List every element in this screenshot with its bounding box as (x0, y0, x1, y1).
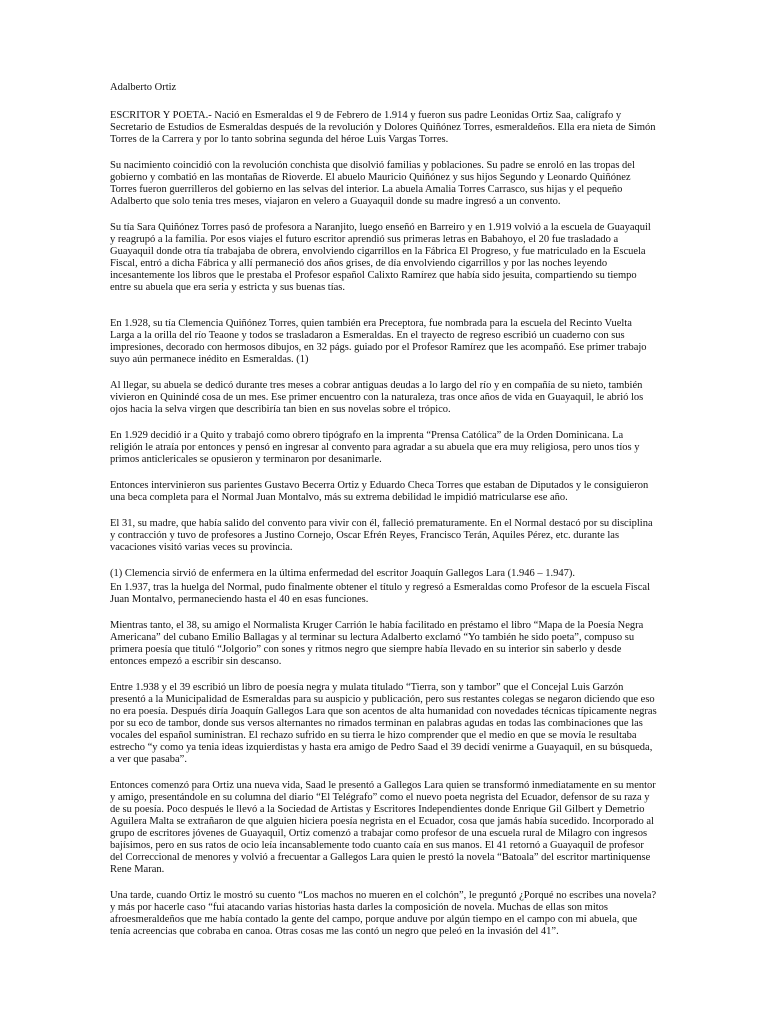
paragraph-birth: ESCRITOR Y POETA.- Nació en Esmeraldas el 9 de Febrero de 1.914 y fueron sus padre Leonidas Ortiz Saa, calígrafo y Secretario de Estudios de Esmeraldas después de la revolución y Dolores Quiñónez Torres, esmeraldeños. Ella era nieta de Simón Torres de la Carrera y por lo tanto sobrina segunda del héroe Luis Vargas Torres. (110, 110, 656, 145)
paragraph-1931: El 31, su madre, que había salido del convento para vivir con él, falleció prematuramente. En el Normal destacó por su disciplina y contracción y tuvo de profesores a Justino Cornejo, Oscar Efrén Reyes, Francisco Terán, Aquiles Pérez, etc. durante las vacaciones visitó varias veces su provincia. (110, 518, 653, 553)
paragraph-1938-poetry: Mientras tanto, el 38, su amigo el Normalista Kruger Carrión le había facilitado en préstamo el libro “Mapa de la Poesía Negra Americana” del cubano Emilio Ballagas y al terminar su lectura Adalberto exclamó “Yo también he sido poeta”, compuso su primera poesía que tituló “Jolgorio” con sones y ritmos negro que siempre había llevado en su interior sin saberlo y desde entonces empezó a escribir sin descanso. (110, 620, 644, 667)
document-page (110, 82, 658, 952)
paragraph-aunt-sara: Su tía Sara Quiñónez Torres pasó de profesora a Naranjito, luego enseñó en Barreiro y en 1.919 volvió a la escuela de Guayaquil y reagrupó a la familia. Por esos viajes el futuro escritor aprendió sus primeras letras en Babahoyo, el 20 fue trasladado a Guayaquil donde otra tía trabajaba de obrera, envolviendo cigarrillos en la Fábrica El Progreso, y fue matriculado en la Escuela Fiscal, entró a dicha Fábrica y allí permaneció dos años grises, de día envolviendo cigarrillos y por las noches leyendo incesantemente los libros que le prestaba el Profesor español Calixto Ramírez que había sido jesuita, compartiendo su tiempo entre su abuela que era seria y estricta y sus buenas tías. (110, 222, 651, 293)
paragraph-novel: Una tarde, cuando Ortiz le mostró su cuento “Los machos no mueren en el colchón”, le preguntó ¿Porqué no escribes una novela? y más por hacerle caso “fui atacando varias historias hasta darles la composición de novela. Muchas de ellas son mitos afroesmeraldeños que me había contado la gente del campo, porque anduve por algún tiempo en el campo con mi abuela, que tenía acreencias que cobraba en canoa. Otras cosas me las contó un negro que peleó en la invasión del 41”. (110, 890, 657, 937)
paragraph-1937: En 1.937, tras la huelga del Normal, pudo finalmente obtener el título y regresó a Esmeraldas como Profesor de la escuela Fiscal Juan Montalvo, permaneciendo hasta el 40 en esas funciones. (110, 582, 650, 605)
paragraph-tierra-son-tambor: Entre 1.938 y el 39 escribió un libro de poesía negra y mulata titulado “Tierra, son y tambor” que el Concejal Luis Garzón presentó a la Municipalidad de Esmeraldas para su auspicio y publicación, pero sus restantes colegas se negaron diciendo que eso no era poesía. Después diría Joaquín Gallegos Lara que son acentos de alta humanidad con novedades técnicas típicamente negras por su eco de tambor, donde sus versos alternantes no rimados terminan en palabras agudas en todas las combinaciones que las vocales del español suministran. El rechazo sufrido en su tierra le hizo comprender que el medio en que se movía le resultaba estrecho “y como ya tenia ideas izquierdistas y hasta era amigo de Pedro Saad el 39 decidí venirme a Guayaquil, en su búsqueda, a ver que pasaba”. (110, 682, 657, 765)
paragraph-revolution: Su nacimiento coincidió con la revolución conchista que disolvió familias y poblaciones. Su padre se enroló en las tropas del gobierno y combatió en las montañas de Rioverde. El abuelo Mauricio Quiñónez y sus hijos Segundo y Leonardo Quiñónez Torres fueron guerrilleros del gobierno en las selvas del interior. La abuela Amalia Torres Carrasco, sus hijas y el pequeño Adalberto que solo tenia tres meses, viajaron en velero a Guayaquil donde su madre ingresó a un convento. (110, 160, 635, 207)
paragraph-1929: En 1.929 decidió ir a Quito y trabajó como obrero tipógrafo en la imprenta “Prensa Católica” de la Orden Dominicana. La religión le atraía por entonces y pensó en ingresar al convento para agradar a su abuela que era muy religiosa, pero unos tíos y primos anticlericales se opusieron y terminaron por desanimarle. (110, 430, 640, 465)
footnote-clemencia: (1) Clemencia sirvió de enfermera en la última enfermedad del escritor Joaquín Gallegos Lara (1.946 – 1.947). (110, 568, 576, 579)
paragraph-new-life: Entonces comenzó para Ortiz una nueva vida, Saad le presentó a Gallegos Lara quien se transformó inmediatamente en su mentor y amigo, presentándole en su columna del diario “El Telégrafo” como el nuevo poeta negrista del Ecuador, defensor de su raza y de su poesía. Poco después le llevó a la Sociedad de Artistas y Escritores Independientes donde Enrique Gil Gilbert y Demetrio Aguilera Malta se extrañaron de que alguien hiciera poesía negrista en el Ecuador, cosa que jamás había sucedido. Incorporado al grupo de escritores jóvenes de Guayaquil, Ortiz comenzó a trabajar como profesor de una escuela rural de Milagro con ingresos bajísimos, pero en sus ratos de ocio leía incansablemente todo cuanto caía en sus manos. El 41 retornó a Guayaquil de profesor del Correccional de menores y volvió a frecuentar a Gallegos Lara quien le prestó la novela “Batoala” del escritor martiniquense Rene Maran. (110, 780, 656, 875)
paragraph-arrival: Al llegar, su abuela se dedicó durante tres meses a cobrar antiguas deudas a lo largo del río y en compañía de su nieto, también vivieron en Quinindé cosa de un mes. Ese primer encuentro con la naturaleza, tras once años de vida en Guayaquil, le abrió los ojos hacia la selva virgen que describiría tan bien en sus novelas sobre el trópico. (110, 380, 644, 415)
paragraph-scholarship: Entonces intervinieron sus parientes Gustavo Becerra Ortiz y Eduardo Checa Torres que estaban de Diputados y le consiguieron una beca completa para el Normal Juan Montalvo, más su extrema debilidad le impidió matricularse ese año. (110, 480, 649, 503)
paragraph-1928: En 1.928, su tía Clemencia Quiñónez Torres, quien también era Preceptora, fue nombrada para la escuela del Recinto Vuelta Larga a la orilla del río Teaone y todos se trasladaron a Esmeraldas. En el trayecto de regreso escribió un cuaderno con sus impresiones, decorado con hermosos dibujos, en 32 págs. guiado por el Profesor Ramírez que les acompañó. Ese primer trabajo suyo aún permanece inédito en Esmeraldas. (1) (110, 318, 647, 365)
document-title: Adalberto Ortiz (110, 82, 177, 93)
